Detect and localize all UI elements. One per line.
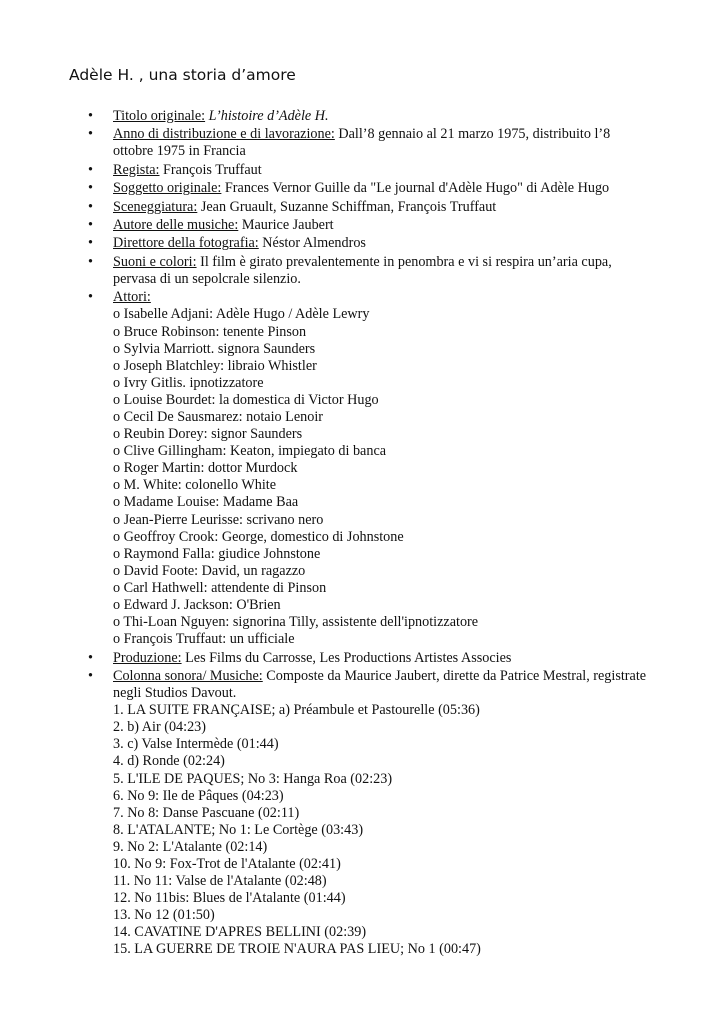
actor-entry: o Louise Bourdet: la domestica di Victor Hugo: [113, 391, 379, 408]
track-entry: 13. No 12 (01:50): [113, 907, 215, 924]
credit-item: [88, 180, 648, 197]
track-entry: 11. No 11: Valse de l'Atalante (02:48): [113, 873, 327, 890]
credit-value: Jean Gruault, Suzanne Schiffman, François Truffaut: [200, 198, 497, 215]
credit-item: [88, 254, 648, 288]
credit-item: [88, 162, 648, 179]
credits-list: [88, 108, 648, 288]
actors-item: [88, 289, 648, 648]
track-entry: 15. LA GUERRE DE TROIE N'AURA PAS LIEU; No 1 (00:47): [113, 941, 481, 958]
track-entry: 7. No 8: Danse Pascuane (02:11): [113, 804, 300, 821]
credit-item: [88, 217, 648, 234]
actor-entry: o Isabelle Adjani: Adèle Hugo / Adèle Lewry: [113, 306, 370, 323]
track-entry: 3. c) Valse Intermède (01:44): [113, 736, 279, 753]
credit-value: Frances Vernor Guille da "Le journal d'Adèle Hugo" di Adèle Hugo: [224, 180, 610, 197]
production-item: [88, 650, 648, 667]
bullet: •: [88, 667, 93, 684]
production-value: Les Films du Carrosse, Les Productions Artistes Associes: [185, 649, 512, 666]
track-entry: 10. No 9: Fox-Trot de l'Atalante (02:41): [113, 856, 341, 872]
actor-entry: o Roger Martin: dottor Murdock: [113, 460, 298, 477]
bullet: •: [88, 198, 93, 215]
actor-entry: o Jean-Pierre Leurisse: scrivano nero: [113, 511, 324, 528]
actor-entry: o M. White: colonello White: [113, 477, 276, 494]
actor-entry: o Raymond Falla: giudice Johnstone: [113, 545, 321, 562]
production-label: Produzione:: [113, 649, 182, 666]
bullet: •: [88, 289, 93, 306]
actor-entry: o Carl Hathwell: attendente di Pinson: [113, 579, 327, 596]
credit-label: Soggetto originale:: [113, 180, 222, 197]
credit-label: Autore delle musiche:: [113, 217, 239, 234]
track-entry: 8. L'ATALANTE; No 1: Le Cortège (03:43): [113, 821, 364, 838]
credit-value: Il film è girato prevalentemente in penombra e vi si respira un’aria cupa, pervasa di un sepolcrale silenzio.: [113, 253, 612, 287]
actors-label: Attori:: [113, 289, 151, 306]
credit-value: Néstor Almendros: [262, 235, 366, 252]
actor-entry: o Thi-Loan Nguyen: signorina Tilly, assistente dell'ipnotizzatore: [113, 614, 479, 631]
credit-label: Regista:: [113, 161, 160, 178]
track-entry: 9. No 2: L'Atalante (02:14): [113, 838, 268, 855]
credit-value: Maurice Jaubert: [241, 217, 334, 234]
actors-list: [113, 306, 648, 648]
actor-entry: o Cecil De Sausmarez: notaio Lenoir: [113, 408, 323, 425]
track-entry: 5. L'ILE DE PAQUES; No 3: Hanga Roa (02:23): [113, 770, 393, 787]
actor-entry: o Joseph Blatchley: libraio Whistler: [113, 357, 317, 374]
document-body: [88, 108, 648, 960]
actor-entry: o Ivry Gitlis. ipnotizzatore: [113, 374, 264, 391]
soundtrack-value: Composte da Maurice Jaubert, dirette da Patrice Mestral, registrate negli Studios Davout.: [113, 667, 647, 702]
soundtrack-item: [88, 668, 648, 959]
credit-label: Titolo originale:: [113, 108, 206, 124]
actor-entry: o Clive Gillingham: Keaton, impiegato di banca: [113, 443, 387, 460]
actor-entry: o Geoffroy Crook: George, domestico di Johnstone: [113, 528, 404, 545]
actor-entry: o Sylvia Marriott. signora Saunders: [113, 340, 316, 357]
bullet: •: [88, 649, 93, 666]
actor-entry: o Madame Louise: Madame Baa: [113, 494, 299, 511]
bullet: •: [88, 180, 93, 197]
actor-entry: o François Truffaut: un ufficiale: [113, 631, 295, 648]
credit-value: L’histoire d’Adèle H.: [208, 108, 329, 124]
track-entry: 6. No 9: Ile de Pâques (04:23): [113, 787, 284, 804]
credit-item: [88, 126, 648, 160]
actor-entry: o Reubin Dorey: signor Saunders: [113, 426, 303, 443]
actor-entry: o Edward J. Jackson: O'Brien: [113, 597, 281, 613]
track-entry: 12. No 11bis: Blues de l'Atalante (01:44): [113, 890, 346, 907]
bullet: •: [88, 253, 93, 270]
track-entry: 14. CAVATINE D'APRES BELLINI (02:39): [113, 924, 367, 941]
actor-entry: o David Foote: David, un ragazzo: [113, 562, 306, 579]
bullet: •: [88, 217, 93, 234]
credit-value: François Truffaut: [163, 161, 262, 178]
credit-value: Dall’8 gennaio al 21 marzo 1975, distribuito l’8 ottobre 1975 in Francia: [113, 126, 611, 160]
tracklist: [113, 702, 648, 958]
document-title: Adèle H. , una storia d’amore: [69, 66, 296, 84]
bullet: •: [88, 126, 93, 143]
actor-entry: o Bruce Robinson: tenente Pinson: [113, 323, 307, 340]
track-entry: 4. d) Ronde (02:24): [113, 753, 225, 770]
credit-item: [88, 199, 648, 216]
track-entry: 2. b) Air (04:23): [113, 719, 206, 736]
soundtrack-label: Colonna sonora/ Musiche:: [113, 667, 263, 684]
track-entry: 1. LA SUITE FRANÇAISE; a) Préambule et Pastourelle (05:36): [113, 702, 480, 719]
credit-item: [88, 108, 648, 125]
credit-label: Direttore della fotografia:: [113, 235, 259, 252]
credit-item: [88, 235, 648, 252]
bullet: •: [88, 108, 93, 124]
credit-label: Suoni e colori:: [113, 253, 197, 270]
credit-label: Anno di distribuzione e di lavorazione:: [113, 126, 335, 143]
credit-label: Sceneggiatura:: [113, 198, 198, 215]
bullet: •: [88, 161, 93, 178]
bullet: •: [88, 235, 93, 252]
